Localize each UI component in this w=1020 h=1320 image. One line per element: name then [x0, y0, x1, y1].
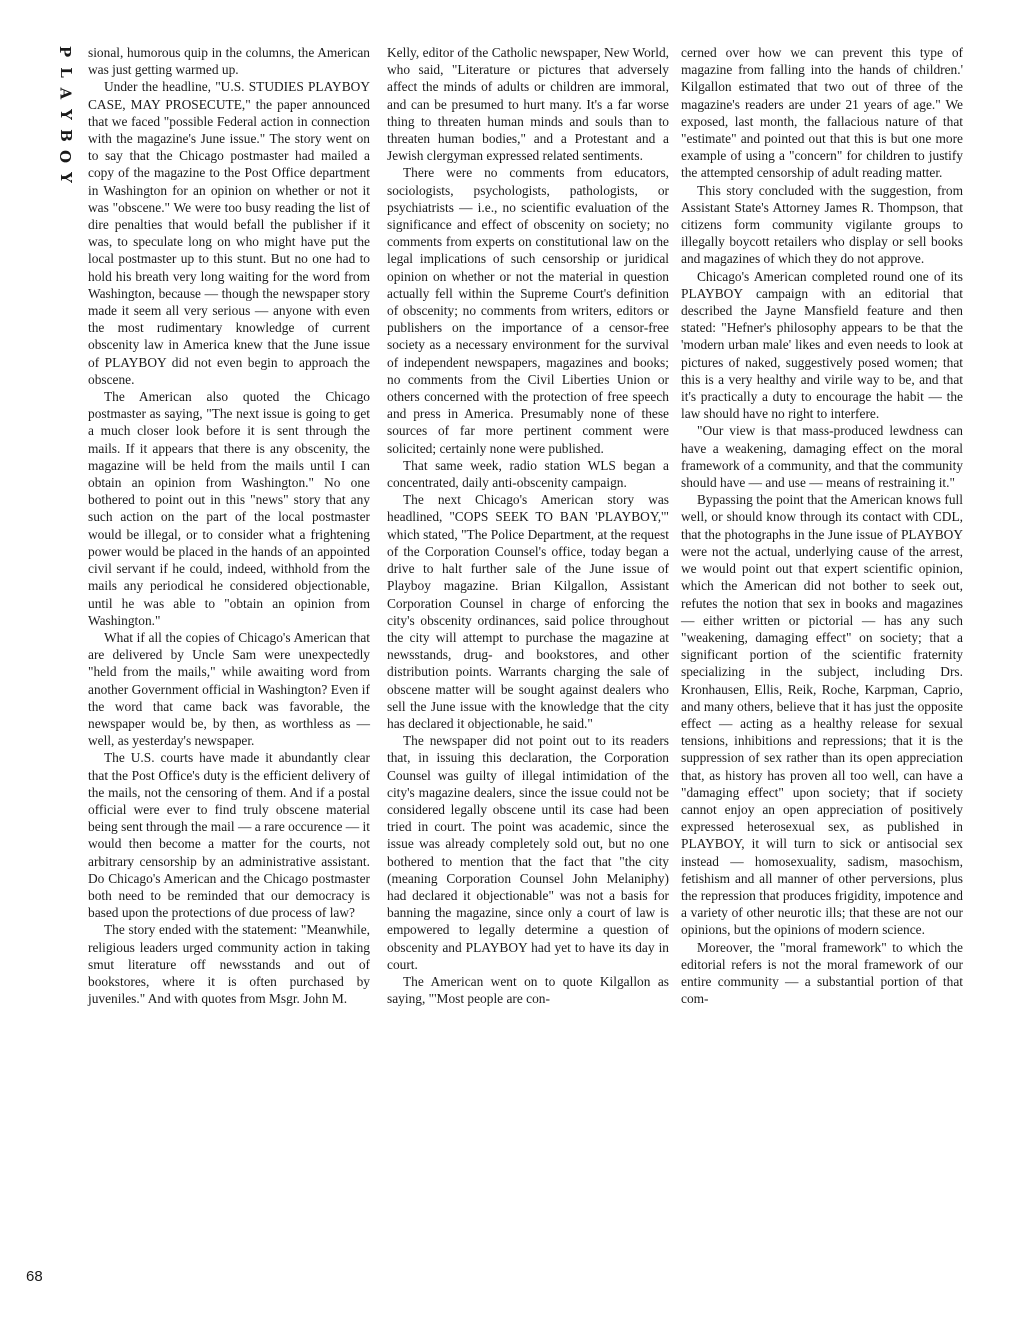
article-paragraph: This story concluded with the suggestion, from Assistant State's Attorney James R. Thompson, that citizens form community vigilante groups to illegally boycott retailers who display or sell books and magazines of which they do not approve.: [681, 182, 963, 267]
article-paragraph: The U.S. courts have made it abundantly clear that the Post Office's duty is the efficient delivery of the mails, not the censoring of them. And if a postal official were ever to find truly obscene material being sent through the mail — a rare occurence — it would then become a matter for the courts, not arbitrary censorship by an administrative assistant. Do Chicago's American and the Chicago postmaster both need to be reminded that our democracy is based upon the protections of due process of law?: [88, 750, 370, 921]
page-number: 68: [26, 1268, 43, 1285]
side-label-letter: L: [56, 67, 75, 78]
side-label-letter: Y: [56, 109, 75, 120]
article-paragraph: The story ended with the statement: "Meanwhile, religious leaders urged community action in taking smut literature off newsstands and out of bookstores, where it is often purchased by juveniles." And with quotes from Msgr. John M.: [88, 922, 370, 1007]
text-column-2: [387, 44, 669, 1007]
article-paragraph: Chicago's American completed round one of its PLAYBOY campaign with an editorial that described the Jayne Mansfield feature and then stated: "Hefner's philosophy appears to be that the 'modern urban male' likes and even needs to look at pictures of naked, suggestively posed women; that this is a very healthy and virile way to be, and that it's practically a duty to encourage the habit — the law should have no right to interfere.: [681, 268, 963, 422]
article-paragraph: There were no comments from educators, sociologists, psychologists, pathologists, or psychiatrists — i.e., no scientific evaluation of the significance and effect of obscenity on society; no comments from experts on constitutional law on the legal implications of such censorship or juridical opinion on whether or not the material in question actually fell within the Supreme Court's definition of obscenity; no comments from writers, editors or publishers on the importance of a censor-free society as a necessary environment for the survival of independent newspapers, magazines and books; no comments from the Civil Liberties Union or others concerned with the protection of free speech and press in America. Presumably none of these sources of far more pertinent comment were solicited; certainly none were published.: [387, 165, 669, 456]
side-label-letter: A: [56, 87, 75, 100]
side-label-letter: O: [56, 149, 75, 164]
article-paragraph: That same week, radio station WLS began a concentrated, daily anti-obscenity campaign.: [387, 457, 669, 491]
magazine-side-label: [56, 44, 75, 185]
article-paragraph: The next Chicago's American story was headlined, "COPS SEEK TO BAN 'PLAYBOY,'" which stated, "The Police Department, at the request of the Corporation Counsel's office, today began a drive to halt further sale of the June issue of Playboy magazine. Brian Kilgallon, Assistant Corporation Counsel in charge of enforcing the city's obscenity ordinances, said police throughout the city will attempt to purchase the magazine at newsstands, drug- and bookstores, and other distribution points. Warrants charging the sale of obscene matter will be sought against dealers who sell the June issue with the knowledge that the city has declared it objectionable, he said.": [387, 492, 669, 731]
side-label-letter: P: [56, 45, 75, 58]
side-label-letter: B: [56, 129, 75, 142]
article-paragraph: Bypassing the point that the American knows full well, or should know through its contact with CDL, that the photographs in the June issue of PLAYBOY were not the actual, underlying cause of the arrest, we would point out that expert scientific opinion, which the American did not bother to seek out, refutes the notion that sex in books and magazines — either written or pictorial — has any such "weakening, damaging effect" on society; that a significant portion of the scientific fraternity specializing in the subject, including Drs. Kronhausen, Ellis, Reik, Roche, Karpman, Caprio, and many others, believe that it has just the opposite effect — acting as a healthy release for sexual tensions, inhibitions and repressions; that it is the suppression of sex rather than its open appreciation that, as history has proven all too well, can have a "damaging effect" upon society; that if society cannot enjoy an open appreciation of positively expressed heterosexual sex, as published in PLAYBOY, it will turn to sick or antisocial sex instead — homosexuality, sadism, masochism, fetishism and all manner of other perversions, plus the repression that produces frigidity, impotence and a variety of other neurotic ills; that these are not our opinions, but the opinions of modern science.: [681, 492, 963, 938]
article-paragraph: What if all the copies of Chicago's American that are delivered by Uncle Sam were unexpectedly "held from the mails," while awaiting word from another Government official in Washington? Even if the word that came back was favorable, the newspaper would be, by then, as worthless as — well, as yesterday's newspaper.: [88, 629, 370, 749]
article-paragraph: The American went on to quote Kilgallon as saying, "'Most people are con-: [387, 973, 669, 1007]
article-paragraph: cerned over how we can prevent this type of magazine from falling into the hands of children.' Kilgallon estimated that two out of three of the magazine's readers are under 21 years of age." We exposed, last month, the fallacious nature of that "estimate" and pointed out that this is but one more example of using a "concern" for children to justify the attempted censorship of adult reading matter.: [681, 45, 963, 181]
text-column-3: [681, 44, 963, 1007]
article-paragraph: sional, humorous quip in the columns, the American was just getting warmed up.: [88, 45, 370, 78]
article-paragraph: Kelly, editor of the Catholic newspaper, New World, who said, "Literature or pictures that adversely affect the minds of adults or children are immoral, and can be presumed to hurt many. It's a far worse thing to threaten human minds and souls than to threaten human bodies," and a Protestant and a Jewish clergyman expressed related sentiments.: [387, 45, 669, 164]
article-paragraph: The American also quoted the Chicago postmaster as saying, "The next issue is going to get a much closer look before it is sent through the mails. If it appears that there is any obscenity, the magazine will be held from the mails until I can obtain an opinion from Washington." No one bothered to point out in this "news" story that any such action on the part of the local postmaster would be illegal, or to consider what a frightening power would be placed in the hands of an appointed civil servant if he could, indeed, withhold from the mails any periodical he considered objectionable, until he was able to "obtain an opinion from Washington.": [88, 389, 370, 628]
side-label-letter: Y: [56, 172, 75, 183]
article-paragraph: Under the headline, "U.S. STUDIES PLAYBOY CASE, MAY PROSECUTE," the paper announced that we faced "possible Federal action in connection with the magazine's June issue." The story went on to say that the Chicago postmaster had mailed a copy of the magazine to the Post Office department in Washington for an opinion on whether or not it was "obscene." We were too busy reading the list of dire penalties that would befall the publisher if it was, to speculate long on who might have put the local postmaster up to this stunt. But no one had to hold his breath very long waiting for the word from Washington, because — though the newspaper story made it seem all very serious — anyone with even the most rudimentary knowledge of current obscenity law in America knew that the June issue of PLAYBOY did not even begin to approach the obscene.: [88, 79, 370, 387]
article-paragraph: Moreover, the "moral framework" to which the editorial refers is not the moral framework of our entire community — a substantial portion of that com-: [681, 939, 963, 1007]
article-paragraph: The newspaper did not point out to its readers that, in issuing this declaration, the Corporation Counsel was guilty of illegal intimidation of the city's magazine dealers, since the issue could not be considered legally obscene until its case had been tried in court. The point was academic, since the issue was already completely sold out, but no one bothered to mention that the fact that "the city (meaning Corporation Counsel John Melaniphy) had declared it objectionable" was not a basis for banning the magazine, since only a court of law is empowered to legally determine a question of obscenity and PLAYBOY had yet to have its day in court.: [387, 733, 669, 972]
text-column-1: [88, 44, 370, 1007]
article-paragraph: "Our view is that mass-produced lewdness can have a weakening, damaging effect on the moral framework of a community, and that the community should have — and use — means of restraining it.": [681, 423, 963, 491]
